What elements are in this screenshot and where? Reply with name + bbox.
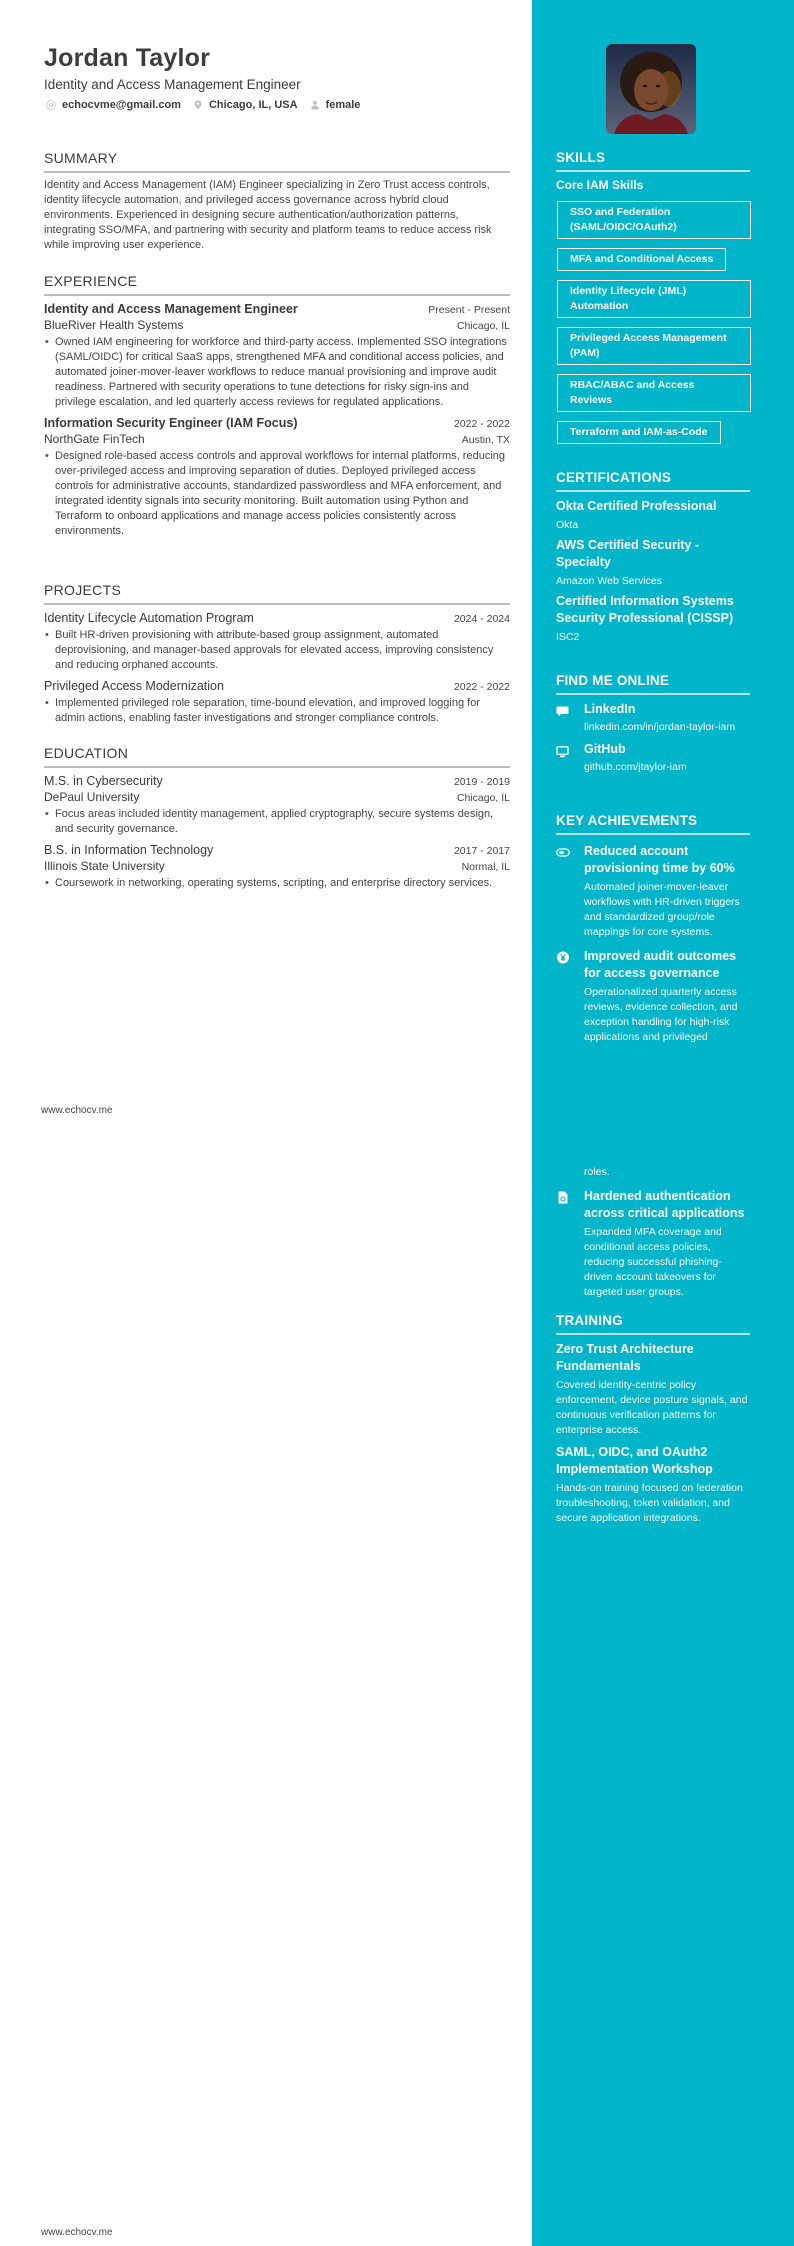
certifications-heading: CERTIFICATIONS (556, 470, 750, 492)
contact-location-text: Chicago, IL, USA (208, 99, 298, 111)
monitor-icon (556, 746, 569, 758)
github-label: GitHub (584, 742, 626, 756)
achievements-heading: KEY ACHIEVEMENTS (556, 813, 750, 835)
toggle-icon (556, 846, 570, 859)
document-icon (556, 1191, 570, 1204)
online-heading: FIND ME ONLINE (556, 673, 750, 695)
project-title: Identity Lifecycle Automation Program (44, 611, 254, 625)
project-bullet: • Built HR-driven provisioning with attribute-based group assignment, automated deprovisioning, and manager-based approvals for elevated access, improving consistency and reducing orphaned accounts. (44, 628, 510, 673)
certification-issuer: ISC2 (556, 631, 580, 643)
projects-heading: PROJECTS (44, 582, 510, 605)
person-icon (310, 100, 320, 110)
training-title: SAML, OIDC, and OAuth2 Implementation Workshop (556, 1445, 713, 1476)
certification-name: AWS Certified Security - Specialty (556, 538, 700, 569)
school-location: Chicago, IL (456, 792, 510, 804)
experience-heading: EXPERIENCE (44, 273, 510, 296)
candidate-title: Identity and Access Management Engineer (44, 77, 301, 92)
skill-tag: Terraform and IAM-as-Code (557, 421, 721, 444)
training-desc: Covered identity-centric policy enforcement, device posture signals, and continuous verification patterns for enterprise access. (556, 1379, 748, 1436)
training-section (556, 1313, 750, 1526)
project-dates: 2022 - 2022 (453, 681, 510, 693)
job-location: Austin, TX (461, 434, 510, 446)
degree-title: B.S. in Information Technology (44, 843, 214, 857)
certifications-section (556, 470, 750, 643)
skill-tag: Identity Lifecycle (JML) Automation (557, 280, 751, 318)
skills-group-title: Core IAM Skills (556, 178, 644, 192)
education-bullet: • Coursework in networking, operating systems, scripting, and enterprise directory services. (44, 876, 510, 891)
education-heading: EDUCATION (44, 745, 510, 768)
contact-gender-text: female (325, 99, 361, 111)
achievement-title: Hardened authentication across critical applications (584, 1189, 745, 1220)
achievement-desc: roles. (584, 1166, 610, 1178)
achievements-section (556, 813, 750, 1045)
location-pin-icon (193, 100, 203, 110)
job-location: Chicago, IL (456, 320, 510, 332)
online-section (556, 673, 750, 775)
achievement-continuation (556, 1162, 750, 1180)
skills-section (556, 150, 750, 444)
education-entry (44, 774, 510, 837)
at-icon (46, 100, 56, 110)
online-item-linkedin (556, 702, 750, 735)
summary-section (44, 150, 510, 253)
chat-bubble-icon (556, 706, 569, 718)
degree-title: M.S. in Cybersecurity (44, 774, 163, 788)
project-dates: 2024 - 2024 (453, 613, 510, 625)
yen-coin-icon (556, 951, 570, 964)
project-title: Privileged Access Modernization (44, 679, 224, 693)
job-title: Information Security Engineer (IAM Focus) (44, 416, 298, 430)
skill-tag: RBAC/ABAC and Access Reviews (557, 374, 751, 412)
experience-section (44, 273, 510, 539)
project-entry (44, 611, 510, 673)
company-name: BlueRiver Health Systems (44, 318, 184, 332)
footer-link-page2[interactable]: www.echocv.me (41, 2227, 113, 2238)
training-item (556, 1444, 750, 1526)
achievement-desc: Automated joiner-mover-leaver workflows with HR-driven triggers and standardized group/role mappings for core systems. (584, 881, 740, 938)
summary-text: Identity and Access Management (IAM) Engineer specializing in Zero Trust access controls, identity lifecycle automation, and privileged access governance across hybrid cloud environments. Experienced in designing secure authentication/authorization patterns, integrating SSO/MFA, and partnering with security and platform teams to reduce access risk while improving user experience. (44, 179, 492, 251)
achievement-item (556, 843, 750, 940)
achievement-desc: Operationalized quarterly access reviews, evidence collection, and exception handling for high-risk applications and privileged (584, 986, 738, 1043)
training-desc: Hands-on training focused on federation troubleshooting, token validation, and secure application integrations. (556, 1482, 743, 1524)
footer-link-page1[interactable]: www.echocv.me (41, 1105, 113, 1116)
school-name: DePaul University (44, 790, 140, 804)
achievements-continued (556, 1162, 750, 1300)
job-bullet: • Owned IAM engineering for workforce and third-party access. Implemented SSO integrations (SAML/OIDC) for critical SaaS apps, strengthened MFA and conditional access policies, and automated joiner-mover-leaver workflows to reduce manual provisioning and improve audit readiness. Partnered with security operations to tune detections for risky sign-ins and privilege escalation, and led quarterly access reviews for regulated applications. (44, 335, 510, 410)
education-dates: 2019 - 2019 (453, 776, 510, 788)
summary-heading: SUMMARY (44, 150, 510, 173)
skill-tag: MFA and Conditional Access (557, 248, 726, 271)
training-heading: TRAINING (556, 1313, 750, 1335)
company-name: NorthGate FinTech (44, 432, 145, 446)
linkedin-label: LinkedIn (584, 702, 636, 716)
certification-item (556, 537, 750, 587)
candidate-name: Jordan Taylor (44, 44, 211, 72)
projects-section (44, 582, 510, 726)
education-dates: 2017 - 2017 (453, 845, 510, 857)
profile-photo (606, 44, 696, 134)
school-name: Illinois State University (44, 859, 165, 873)
contact-row (46, 99, 372, 111)
education-section (44, 745, 510, 891)
education-entry (44, 843, 510, 891)
experience-entry (44, 302, 510, 410)
github-url[interactable]: github.com/jtaylor-iam (584, 761, 687, 773)
job-dates: Present - Present (428, 304, 510, 316)
project-bullet: • Implemented privileged role separation, time-bound elevation, and improved logging for admin actions, enabling faster investigations and stronger compliance controls. (44, 696, 510, 726)
education-bullet: • Focus areas included identity management, applied cryptography, secure systems design, and security governance. (44, 807, 510, 837)
contact-email[interactable] (46, 99, 181, 111)
training-title: Zero Trust Architecture Fundamentals (556, 1342, 694, 1373)
experience-entry (44, 416, 510, 539)
job-dates: 2022 - 2022 (453, 418, 510, 430)
school-location: Normal, IL (461, 861, 510, 873)
certification-item (556, 498, 750, 531)
certification-name: Certified Information Systems Security Professional (CISSP) (556, 594, 734, 625)
contact-location (193, 99, 298, 111)
job-title: Identity and Access Management Engineer (44, 302, 298, 316)
achievement-item (556, 1188, 750, 1300)
skill-tag: Privileged Access Management (PAM) (557, 327, 751, 365)
skills-list (557, 192, 750, 444)
certification-issuer: Amazon Web Services (556, 575, 663, 587)
certification-item (556, 593, 750, 643)
contact-gender (310, 99, 361, 111)
achievement-title: Improved audit outcomes for access governance (584, 949, 737, 980)
skills-heading: SKILLS (556, 150, 750, 172)
achievement-item (556, 948, 750, 1045)
achievement-desc: Expanded MFA coverage and conditional access policies, reducing successful phishing-driven account takeovers for targeted user groups. (584, 1226, 722, 1298)
certification-name: Okta Certified Professional (556, 499, 717, 513)
contact-email-text: echocvme@gmail.com (62, 99, 181, 111)
skill-tag: SSO and Federation (SAML/OIDC/OAuth2) (557, 201, 751, 239)
training-item (556, 1341, 750, 1438)
job-bullet: • Designed role-based access controls and approval workflows for internal platforms, reducing over-privileged access and improving separation of duties. Deployed privileged access controls for administrative accounts, standardized passwordless and MFA enforcement, and integrated identity signals into security monitoring. Built automation using Python and Terraform to onboard applications and manage access policies consistently across environments. (44, 449, 510, 539)
project-entry (44, 679, 510, 726)
certification-issuer: Okta (556, 519, 579, 531)
achievement-title: Reduced account provisioning time by 60% (584, 844, 735, 875)
online-item-github (556, 742, 750, 775)
linkedin-url[interactable]: linkedin.com/in/jordan-taylor-iam (584, 721, 736, 733)
